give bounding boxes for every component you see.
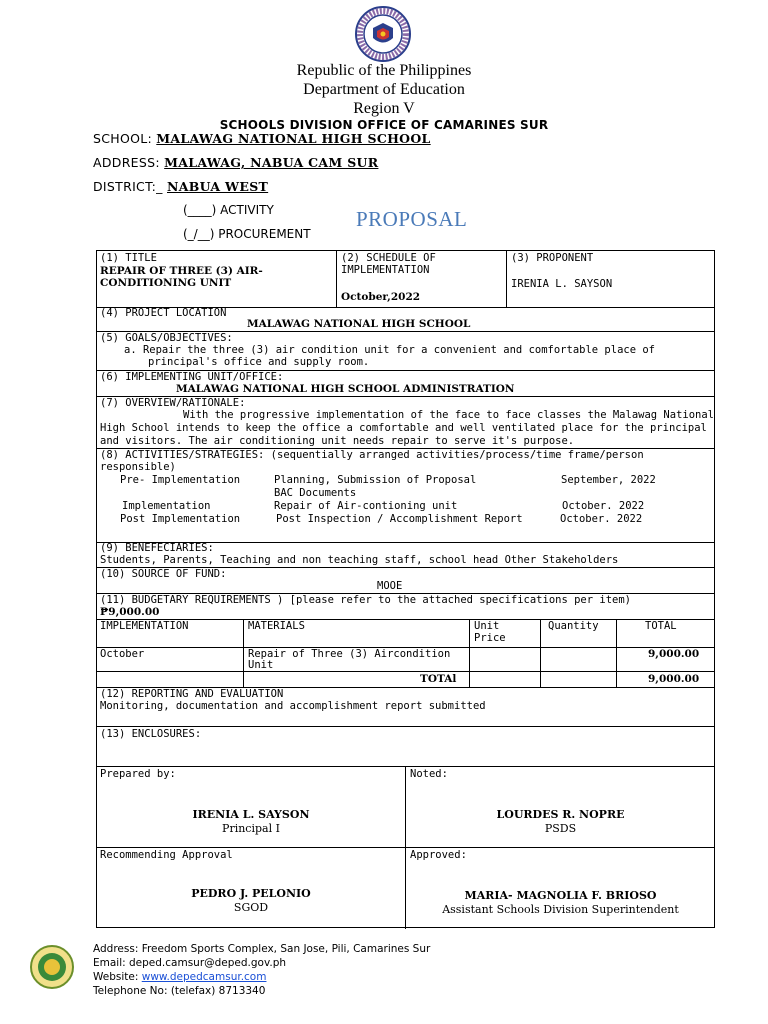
prepared-name: IRENIA L. SAYSON xyxy=(192,808,310,821)
deped-seal-icon xyxy=(355,6,411,66)
procurement-checkbox-line: (_/__) PROCUREMENT xyxy=(183,227,311,241)
school-label: SCHOOL: xyxy=(93,131,153,146)
activity-checkbox-line: (____) ACTIVITY xyxy=(183,203,274,217)
proposal-title: PROPOSAL xyxy=(356,207,468,231)
activity-phase: Implementation xyxy=(122,500,211,512)
activity-task: Planning, Submission of Proposal xyxy=(274,474,477,486)
reporting-label: (12) REPORTING AND EVALUATION xyxy=(100,688,284,700)
row-materials-2: Unit xyxy=(248,659,274,671)
proponent-value: IRENIA L. SAYSON xyxy=(511,278,613,290)
activity-date: October. 2022 xyxy=(560,513,643,525)
footer-address: Address: Freedom Sports Complex, San Jose, Pili, Camarines Sur xyxy=(93,943,431,955)
prepared-title: Principal I xyxy=(222,822,280,835)
activity-phase: Pre- Implementation xyxy=(120,474,241,486)
district-line xyxy=(93,179,268,194)
website-link[interactable]: www.depedcamsur.com xyxy=(141,971,267,983)
schedule-label-1: (2) SCHEDULE OF xyxy=(341,252,436,264)
col-implementation: IMPLEMENTATION xyxy=(100,620,189,632)
header-department: Department of Education xyxy=(303,81,465,98)
budget-label: (11) BUDGETARY REQUIREMENTS ) [please refer to the attached specifications per item) xyxy=(100,594,632,606)
district-label: DISTRICT:_ xyxy=(93,179,163,194)
col-price: Price xyxy=(474,632,506,644)
school-line xyxy=(93,131,431,146)
activity-phase: Post Implementation xyxy=(120,513,241,525)
approved-name: MARIA- MAGNOLIA F. BRIOSO xyxy=(464,889,657,902)
unit-label: (6) IMPLEMENTING UNIT/OFFICE: xyxy=(100,371,284,383)
title-value-1: REPAIR OF THREE (3) AIR- xyxy=(100,265,263,277)
overview-label: (7) OVERVIEW/RATIONALE: xyxy=(100,397,246,409)
activity-task-2: BAC Documents xyxy=(274,487,357,499)
recommending-title: SGOD xyxy=(233,901,269,914)
footer-phone: Telephone No: (telefax) 8713340 xyxy=(93,985,266,997)
noted-label: Noted: xyxy=(410,768,448,780)
address-line xyxy=(93,155,378,170)
title-value-2: CONDITIONING UNIT xyxy=(100,277,232,289)
activities-label-1: (8) ACTIVITIES/STRATEGIES: (sequentially arranged activities/process/time frame/person xyxy=(100,449,644,461)
approved-title: Assistant Schools Division Superintendent xyxy=(442,903,679,916)
approved-label: Approved: xyxy=(410,849,467,861)
noted-name: LOURDES R. NOPRE xyxy=(496,808,625,821)
activity-task: Post Inspection / Accomplishment Report xyxy=(276,513,523,525)
col-quantity: Quantity xyxy=(548,620,599,632)
fund-value: MOOE xyxy=(377,580,403,592)
proposal-form xyxy=(96,250,715,928)
activities-label-2: responsible) xyxy=(100,461,176,473)
schedule-label-2: IMPLEMENTATION xyxy=(341,264,430,276)
location-label: (4) PROJECT LOCATION xyxy=(100,307,227,319)
col-materials: MATERIALS xyxy=(248,620,305,632)
header-republic: Republic of the Philippines xyxy=(296,62,472,79)
activity-date: October. 2022 xyxy=(562,500,645,512)
school-value: MALAWAG NATIONAL HIGH SCHOOL xyxy=(156,131,431,146)
schedule-value: October,2022 xyxy=(341,291,421,303)
address-label: ADDRESS: xyxy=(93,155,160,170)
beneficiaries-value: Students, Parents, Teaching and non teaching staff, school head Other Stakeholders xyxy=(100,554,619,566)
recommending-name: PEDRO J. PELONIO xyxy=(191,887,311,900)
footer-website-label: Website: xyxy=(93,971,142,983)
fund-label: (10) SOURCE OF FUND: xyxy=(100,568,227,580)
goals-text-1: a. Repair the three (3) air condition unit for a convenient and comfortable place of xyxy=(124,344,656,356)
address-value: MALAWAG, NABUA CAM SUR xyxy=(164,155,379,170)
header-region: Region V xyxy=(353,100,415,117)
noted-title: PSDS xyxy=(544,822,577,835)
row-total: 9,000.00 xyxy=(648,648,700,660)
overview-text-3: and visitors. The air conditioning unit needs repair to serve it's purpose. xyxy=(100,435,575,447)
location-value: MALAWAG NATIONAL HIGH SCHOOL xyxy=(247,318,471,330)
col-unit: Unit xyxy=(474,620,500,632)
total-label: TOTAl xyxy=(420,673,457,685)
row-implementation: October xyxy=(100,648,145,660)
beneficiaries-label: (9) BENEFECIARIES: xyxy=(100,542,214,554)
total-value: 9,000.00 xyxy=(648,673,700,685)
footer-email: Email: deped.camsur@deped.gov.ph xyxy=(93,957,287,969)
budget-value: ₱9,000.00 xyxy=(100,606,160,618)
enclosures-label: (13) ENCLOSURES: xyxy=(100,728,202,740)
col-total: TOTAL xyxy=(645,620,677,632)
district-value: NABUA WEST xyxy=(167,179,269,194)
overview-text-1: With the progressive implementation of the face to face classes the Malawag National xyxy=(183,409,715,421)
prepared-label: Prepared by: xyxy=(100,768,176,780)
activity-date: September, 2022 xyxy=(561,474,656,486)
footer-contact xyxy=(93,942,430,998)
recommending-label: Recommending Approval xyxy=(100,849,233,861)
title-label: (1) TITLE xyxy=(100,252,157,264)
division-logo-icon xyxy=(30,945,74,993)
footer-website xyxy=(93,970,430,984)
activity-task: Repair of Air-contioning unit xyxy=(274,500,458,512)
unit-value: MALAWAG NATIONAL HIGH SCHOOL ADMINISTRATION xyxy=(176,383,515,395)
goals-label: (5) GOALS/OBJECTIVES: xyxy=(100,332,233,344)
header-division: SCHOOLS DIVISION OFFICE OF CAMARINES SUR xyxy=(219,118,549,132)
goals-text-2: principal's office and supply room. xyxy=(148,356,370,368)
proponent-label: (3) PROPONENT xyxy=(511,252,594,264)
reporting-value: Monitoring, documentation and accomplishment report submitted xyxy=(100,700,486,712)
overview-text-2: High School intends to keep the office a comfortable and well ventilated place for the principal xyxy=(100,422,707,434)
row-materials-1: Repair of Three (3) Aircondition xyxy=(248,648,451,660)
